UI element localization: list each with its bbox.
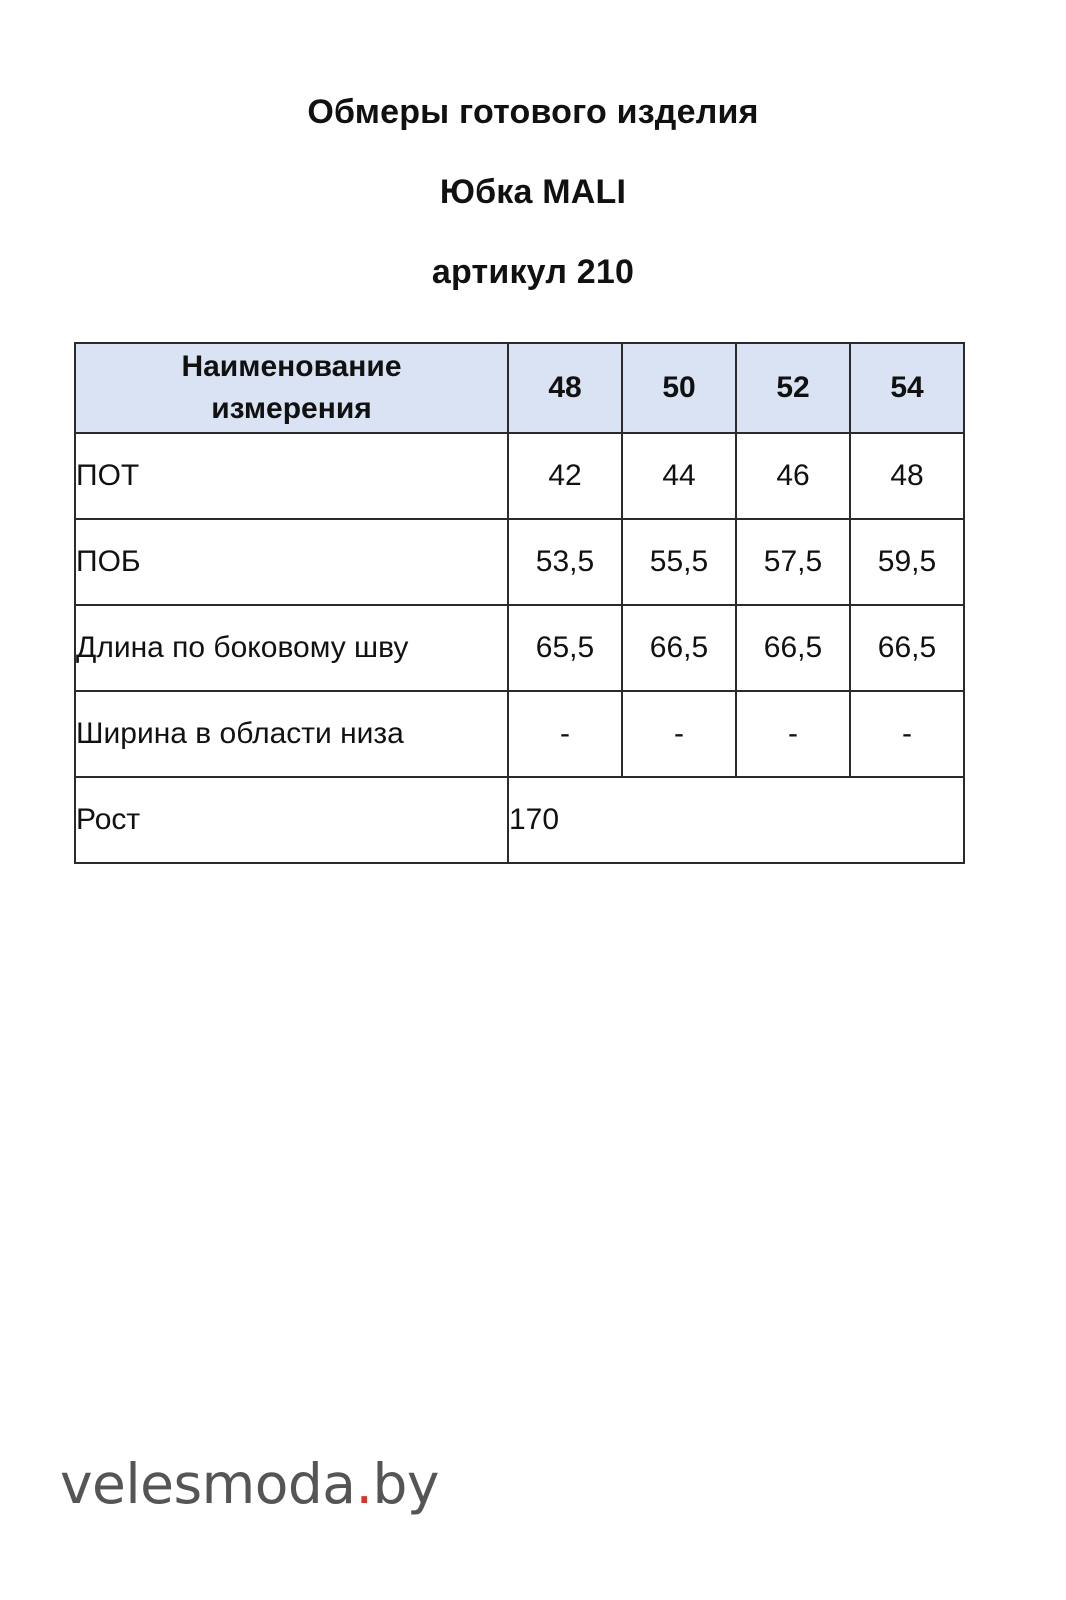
- row-label: ПОБ: [75, 519, 508, 605]
- table-cell: 66,5: [850, 605, 964, 691]
- table-cell: -: [850, 691, 964, 777]
- table-cell: 48: [850, 433, 964, 519]
- table-cell: 59,5: [850, 519, 964, 605]
- product-name: Юбка MALI: [439, 173, 627, 211]
- watermark-part1: velesmoda: [60, 1452, 356, 1516]
- header-measurement-name: [75, 343, 508, 433]
- table-cell: 66,5: [622, 605, 736, 691]
- watermark-part2: by: [372, 1452, 439, 1516]
- header-size: 52: [736, 343, 850, 433]
- row-label: Ширина в области низа: [75, 691, 508, 777]
- table-row: [75, 605, 964, 691]
- document-title: Обмеры готового изделия: [307, 93, 759, 131]
- table-cell: 65,5: [508, 605, 622, 691]
- header-size: 50: [622, 343, 736, 433]
- table-cell: 46: [736, 433, 850, 519]
- table-row-height: [75, 777, 964, 863]
- table-cell: -: [736, 691, 850, 777]
- table-cell: 53,5: [508, 519, 622, 605]
- table-cell: 44: [622, 433, 736, 519]
- table-cell: -: [622, 691, 736, 777]
- table-cell: 66,5: [736, 605, 850, 691]
- row-label: Рост: [75, 777, 508, 863]
- table-row: [75, 691, 964, 777]
- site-watermark: [60, 1452, 439, 1516]
- table-cell: 57,5: [736, 519, 850, 605]
- header-name-line1: Наименование: [181, 350, 402, 383]
- table-cell: -: [508, 691, 622, 777]
- table-cell: 42: [508, 433, 622, 519]
- measurements-table: [74, 342, 965, 864]
- row-label: Длина по боковому шву: [75, 605, 508, 691]
- table-row: [75, 433, 964, 519]
- watermark-dot: .: [355, 1452, 373, 1516]
- height-value-cell: 170: [508, 777, 964, 863]
- table-header-row: [75, 343, 964, 433]
- header-name-line2: измерения: [211, 392, 372, 425]
- table-cell: 55,5: [622, 519, 736, 605]
- row-label: ПОТ: [75, 433, 508, 519]
- header-size: 48: [508, 343, 622, 433]
- table-row: [75, 519, 964, 605]
- article-number: артикул 210: [431, 253, 635, 291]
- header-size: 54: [850, 343, 964, 433]
